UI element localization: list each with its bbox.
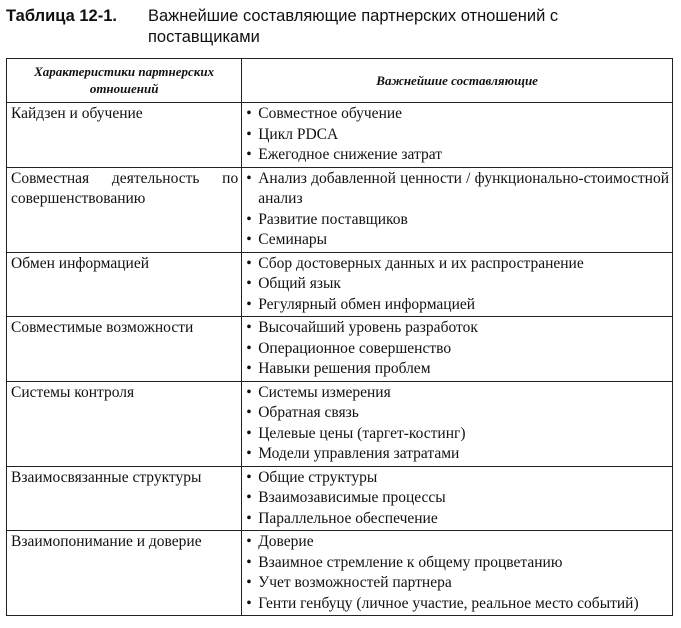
list-item: • Целевые цены (таргет-костинг) <box>246 424 669 445</box>
row-components <box>242 317 673 382</box>
bullet-icon: • <box>246 295 252 313</box>
list-item: • Анализ добавленной ценности / функционально-стоимостной анализ <box>246 169 669 207</box>
bullet-icon: • <box>246 105 252 122</box>
row-characteristic: Совместимые возможности <box>7 317 242 382</box>
list-item: • Взаимное стремление к общему процветанию <box>246 553 669 574</box>
partnership-components-table <box>6 58 673 616</box>
row-characteristic: Обмен информацией <box>7 252 242 317</box>
table-row <box>7 167 673 252</box>
bullet-icon: • <box>246 169 252 187</box>
list-item: • Сбор достоверных данных и их распространение <box>246 254 669 275</box>
column-header-characteristics: Характеристики партнерских отношений <box>7 59 242 103</box>
table-row <box>7 381 673 466</box>
row-components <box>242 103 673 168</box>
list-item: • Навыки решения проблем <box>246 359 669 380</box>
table-title: Важнейшие составляющие партнерских отношений с поставщиками <box>148 7 559 46</box>
list-item: • Системы измерения <box>246 383 669 404</box>
bullet-icon: • <box>246 445 252 462</box>
list-item: • Общие структуры <box>246 468 669 489</box>
list-item: • Семинары <box>246 230 669 251</box>
bullet-icon: • <box>246 509 252 527</box>
bullet-icon: • <box>246 424 252 442</box>
table-row <box>7 103 673 168</box>
list-item: • Доверие <box>246 532 669 553</box>
bullet-icon: • <box>246 339 252 357</box>
bullet-icon: • <box>246 553 252 571</box>
list-item: • Развитие поставщиков <box>246 210 669 231</box>
table-row <box>7 531 673 616</box>
table-number: Таблица 12-1. <box>6 7 117 25</box>
list-item: • Совместное обучение <box>246 104 669 125</box>
list-item: • Высочайший уровень разработок <box>246 318 669 339</box>
bullet-icon: • <box>246 210 252 228</box>
row-components <box>242 167 673 252</box>
list-item: • Модели управления затратами <box>246 444 669 465</box>
bullet-icon: • <box>246 404 252 421</box>
bullet-icon: • <box>246 574 252 591</box>
row-characteristic: Взаимосвязанные структуры <box>7 466 242 531</box>
list-item: • Взаимозависимые процессы <box>246 488 669 509</box>
table-header-row <box>7 59 673 103</box>
list-item: • Параллельное обеспечение <box>246 509 669 530</box>
bullet-icon: • <box>246 383 252 401</box>
row-characteristic: Системы контроля <box>7 381 242 466</box>
row-characteristic: Взаимопонимание и доверие <box>7 531 242 616</box>
list-item: • Учет возможностей партнера <box>246 573 669 594</box>
table-row <box>7 252 673 317</box>
list-item: • Цикл PDCA <box>246 125 669 146</box>
list-item: • Регулярный обмен информацией <box>246 295 669 316</box>
list-item: • Обратная связь <box>246 403 669 424</box>
bullet-icon: • <box>246 275 252 292</box>
bullet-icon: • <box>246 254 252 272</box>
list-item: • Генти генбуцу (личное участие, реальное место событий) <box>246 594 669 615</box>
table-row <box>7 466 673 531</box>
list-item: • Общий язык <box>246 274 669 295</box>
row-components <box>242 531 673 616</box>
row-characteristic: Кайдзен и обучение <box>7 103 242 168</box>
column-header-components: Важнейшие составляющие <box>242 59 673 103</box>
table-row <box>7 317 673 382</box>
bullet-icon: • <box>246 489 252 506</box>
bullet-icon: • <box>246 533 252 550</box>
bullet-icon: • <box>246 360 252 377</box>
bullet-icon: • <box>246 319 252 336</box>
row-characteristic: Совместная деятельность по совершенствованию <box>7 167 242 252</box>
list-item: • Ежегодное снижение затрат <box>246 145 669 166</box>
list-item: • Операционное совершенство <box>246 339 669 360</box>
row-components <box>242 381 673 466</box>
bullet-icon: • <box>246 231 252 248</box>
row-components <box>242 252 673 317</box>
row-components <box>242 466 673 531</box>
bullet-icon: • <box>246 125 252 143</box>
bullet-icon: • <box>246 468 252 486</box>
bullet-icon: • <box>246 146 252 163</box>
bullet-icon: • <box>246 594 252 612</box>
